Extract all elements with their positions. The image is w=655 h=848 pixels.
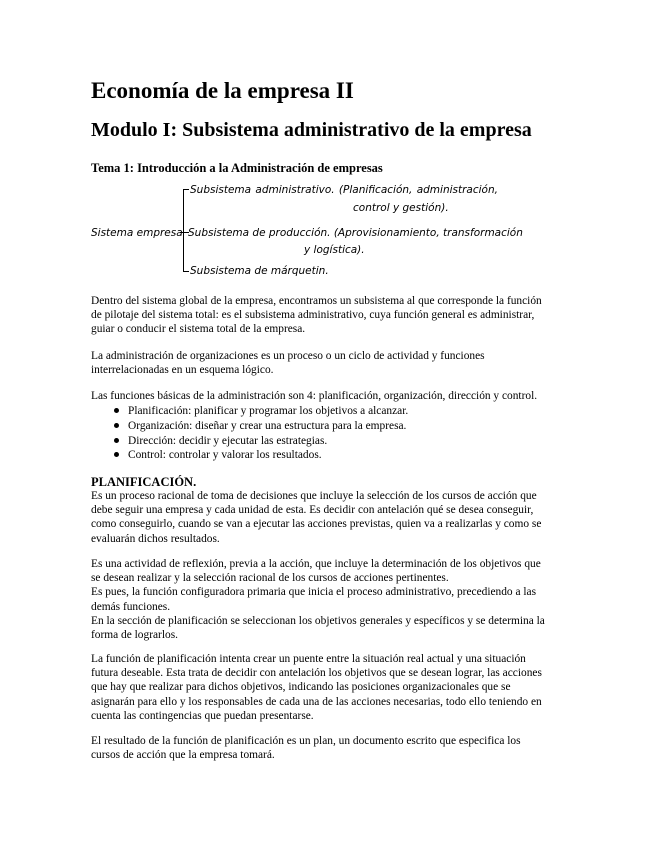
paragraph-plan-bridge [91,652,571,723]
list-item-text: Planificación: planificar y programar los objetivos a alcanzar. [128,405,409,417]
diagram-branch-production-cont: y logística). [304,244,365,256]
list-item [91,404,408,419]
text-line: de pilotaje del sistema total: es el subsistema administrativo, cuya función general es administrar, [91,309,535,322]
text-line: interrelacionadas en un esquema lógico. [91,364,274,377]
module-heading: Modulo I: Subsistema administrativo de la empresa [91,119,532,141]
text-line: cuenta las contingencias que puedan presentarse. [91,709,314,722]
text-line: En la sección de planificación se seleccionan los objetivos generales y específicos y se determina la [91,614,545,627]
list-item-text: Control: controlar y valorar los resultados. [128,449,322,462]
paragraph-plan-reflection [91,557,571,642]
paragraph-administration [91,349,571,377]
diagram-branch-admin: Subsistema administrativo. (Planificación, administración, [190,184,498,196]
bullet-icon [114,452,119,457]
text-line: evaluarán dichos resultados. [91,532,220,545]
text-line: asignarán para ello y los responsables de cada una de las acciones necesarias, todo ello teniendo en [91,695,542,708]
bullet-icon [114,423,119,428]
brace-tick-bottom [184,271,189,272]
diagram-branch-production: Subsistema de producción. (Aprovisionamiento, transformación [188,227,523,239]
brace-tick-top [184,189,189,190]
list-item [91,419,408,434]
text-line: que hay que realizar para dichos objetivos, indicando las posiciones organizacionales que se [91,681,511,694]
paragraph-functions-intro [91,389,571,403]
bullet-icon [114,408,119,413]
list-item-text: Organización: diseñar y crear una estructura para la empresa. [128,419,407,432]
diagram-branch-admin-cont: control y gestión). [353,202,449,214]
list-item [91,434,408,449]
list-item [91,448,408,463]
text-line: forma de lograrlos. [91,629,178,642]
list-item-text: Dirección: decidir y ejecutar las estrategias. [128,434,328,447]
functions-list [91,404,408,463]
paragraph-plan-definition [91,489,571,546]
text-line: debe seguir una empresa y cada unidad de esta. Es decidir con antelación qué se desea conseguir, [91,504,534,517]
text-line: demás funciones. [91,600,171,613]
text-line: La función de planificación intenta crear un puente entre la situación real actual y una situación [91,653,526,665]
diagram-branch-marketing: Subsistema de márquetin. [190,265,329,277]
diagram-root-label: Sistema empresa [91,227,183,239]
text-line: Es pues, la función configuradora primaria que inicia el proceso administrativo, precediendo a las [91,586,537,599]
paragraph-subsystem [91,294,571,337]
text-line: El resultado de la función de planificación es un plan, un documento escrito que especifica los [91,735,521,747]
text-line: Dentro del sistema global de la empresa, encontramos un subsistema al que corresponde la función [91,295,542,307]
document-title: Economía de la empresa II [91,78,354,103]
text-line: cursos de acción que la empresa tomará. [91,749,275,762]
topic-heading: Tema 1: Introducción a la Administración de empresas [91,161,383,175]
text-line: Es una actividad de reflexión, previa a la acción, que incluye la determinación de los objetivos que [91,558,541,570]
text-line: guiar o conducir el sistema total de la empresa. [91,323,306,336]
paragraph-plan-result [91,734,571,762]
section-heading-planificacion: PLANIFICACIÓN. [91,475,197,489]
text-line: futura deseable. Esta trata de decidir con antelación los objetivos que se desean lograr, las acciones [91,667,542,680]
bullet-icon [114,438,119,443]
text-line: La administración de organizaciones es un proceso o un ciclo de actividad y funciones [91,350,485,362]
text-line: Las funciones básicas de la administración son 4: planificación, organización, dirección y control. [91,390,538,402]
text-line: Es un proceso racional de toma de decisiones que incluye la selección de los cursos de acción que [91,490,537,502]
text-line: como conseguirlo, cuando se van a ejecutar las acciones previstas, quien va a realizarlas y como se [91,518,542,531]
text-line: se desean realizar y la selección racional de los cursos de acciones pertinentes. [91,572,449,585]
